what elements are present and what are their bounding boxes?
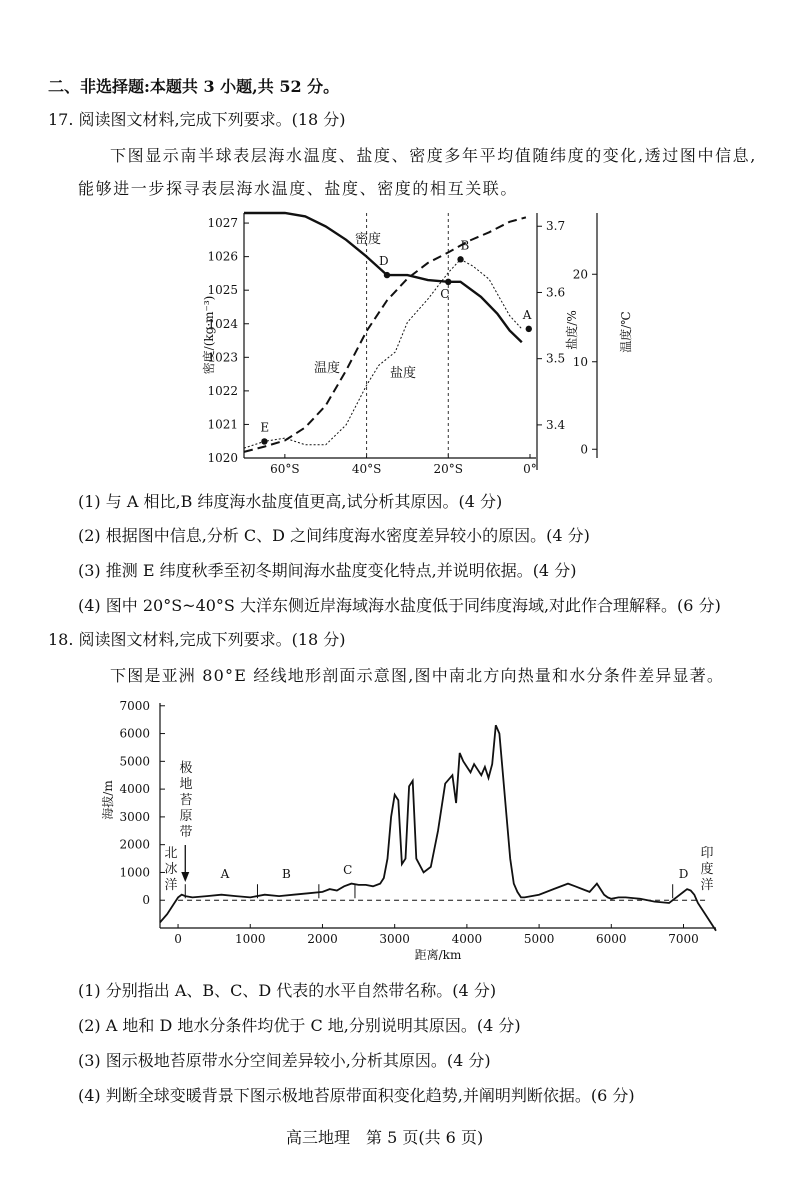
density-tick-label: 1022: [207, 383, 238, 398]
elevation-tick-label: 7000: [119, 698, 150, 713]
point-a-label: A: [522, 307, 532, 322]
salinity-curve-label: 盐度: [390, 366, 417, 381]
density-tick-label: 1021: [207, 417, 238, 432]
latitude-tick-label: 60°S: [270, 462, 300, 476]
q17-sub3: (3) 推测 E 纬度秋季至初冬期间海水盐度变化特点,并说明依据。(4 分): [78, 561, 577, 580]
distance-tick-label: 0: [174, 932, 182, 946]
point-e-marker: [261, 438, 267, 444]
zone-b-label: B: [281, 867, 291, 882]
distance-tick-label: 4000: [451, 932, 483, 946]
point-a-marker: [526, 326, 532, 332]
elevation-tick-label: 0: [142, 893, 150, 908]
point-d-marker: [384, 272, 390, 278]
q18-heading: 18. 阅读图文材料,完成下列要求。(18 分): [48, 630, 346, 649]
distance-tick-label: 3000: [379, 932, 410, 946]
density-tick-label: 1023: [207, 350, 238, 365]
distance-tick-label: 2000: [307, 932, 338, 946]
density-tick-label: 1027: [207, 216, 238, 231]
salinity-tick-label: 3.4: [546, 417, 566, 432]
distance-tick-label: 1000: [234, 932, 266, 946]
q17-sub4: (4) 图中 20°S~40°S 大洋东侧近岸海域海水盐度低于同纬度海域,对此作合理解释。(6 分): [78, 596, 721, 615]
point-c-label: C: [440, 286, 450, 301]
distance-axis-title: 距离/km: [414, 948, 462, 962]
point-e-label: E: [260, 420, 270, 435]
q18-intro: 下图是亚洲 80°E 经线地形剖面示意图,图中南北方向热量和水分条件差异显著。: [110, 666, 725, 685]
q17-sub2: (2) 根据图中信息,分析 C、D 之间纬度海水密度差异较小的原因。(4 分): [78, 526, 590, 545]
temperature-tick-label: 10: [572, 354, 588, 369]
ocean-chart-group: [201, 213, 633, 476]
q18-sub3: (3) 图示极地苔原带水分空间差异较小,分析其原因。(4 分): [78, 1051, 491, 1070]
elevation-tick-label: 2000: [119, 837, 150, 852]
zone-c-label: C: [343, 863, 353, 878]
zone-a-label: A: [220, 867, 230, 882]
zone-d-label: D: [678, 867, 689, 882]
elevation-tick-label: 6000: [119, 726, 150, 741]
density-tick-label: 1026: [207, 249, 238, 264]
q18-sub2: (2) A 地和 D 地水分条件均优于 C 地,分别说明其原因。(4 分): [78, 1016, 521, 1035]
distance-tick-label: 7000: [668, 932, 699, 946]
point-d-label: D: [379, 254, 389, 269]
elevation-tick-label: 1000: [119, 865, 150, 880]
density-tick-label: 1020: [207, 451, 238, 465]
series-salinity-line: [244, 259, 522, 448]
density-tick-label: 1025: [207, 283, 238, 298]
point-b-label: B: [460, 238, 470, 253]
terrain-profile-line: [160, 725, 716, 931]
indian-ocean-annotation: 印度洋: [700, 846, 714, 893]
point-c-marker: [445, 279, 451, 285]
series-temperature-line: [244, 217, 526, 452]
density-tick-label: 1024: [207, 316, 238, 331]
temperature-tick-label: 0: [580, 442, 588, 457]
salinity-tick-label: 3.5: [546, 351, 566, 366]
temperature-axis-title: 温度/℃: [619, 311, 633, 353]
temperature-tick-label: 20: [572, 267, 588, 282]
q17-heading: 17. 阅读图文材料,完成下列要求。(18 分): [48, 110, 346, 129]
profile-chart-group: [100, 699, 716, 962]
section-title: 二、非选择题:本题共 3 小题,共 52 分。: [48, 77, 340, 96]
tundra-arrow-head: [181, 872, 189, 882]
salinity-tick-label: 3.7: [546, 219, 566, 234]
salinity-tick-label: 3.6: [546, 285, 566, 300]
series-density-line: [244, 213, 522, 342]
salinity-axis-title: 盐度/%: [565, 310, 579, 350]
point-b-marker: [457, 256, 463, 262]
q18-sub1: (1) 分别指出 A、B、C、D 代表的水平自然带名称。(4 分): [78, 981, 497, 1000]
arctic-ocean-annotation: 北冰洋: [164, 846, 178, 893]
density-axis-title: 密度/(kg·m⁻³): [202, 295, 216, 375]
q17-intro-line1: 下图显示南半球表层海水温度、盐度、密度多年平均值随纬度的变化,透过图中信息,: [110, 146, 757, 165]
distance-tick-label: 5000: [523, 932, 555, 946]
page-footer: 高三地理 第 5 页(共 6 页): [286, 1128, 484, 1147]
distance-tick-label: 6000: [596, 932, 627, 946]
elevation-tick-label: 3000: [119, 809, 150, 824]
q17-sub1: (1) 与 A 相比,B 纬度海水盐度值更高,试分析其原因。(4 分): [78, 492, 503, 511]
q18-sub4: (4) 判断全球变暖背景下图示极地苔原带面积变化趋势,并阐明判断依据。(6 分): [78, 1086, 635, 1105]
temperature-curve-label: 温度: [314, 361, 341, 376]
latitude-tick-label: 0°: [523, 462, 537, 476]
latitude-tick-label: 20°S: [433, 462, 464, 476]
elevation-tick-label: 4000: [119, 782, 150, 797]
elevation-tick-label: 5000: [119, 754, 150, 769]
latitude-tick-label: 40°S: [351, 462, 382, 476]
q17-intro-line2: 能够进一步探寻表层海水温度、盐度、密度的相互关联。: [78, 179, 519, 198]
polar-tundra-annotation: 极地苔原带: [179, 761, 193, 840]
density-curve-label: 密度: [355, 232, 382, 247]
elevation-axis-title: 海拔/m: [101, 780, 115, 820]
